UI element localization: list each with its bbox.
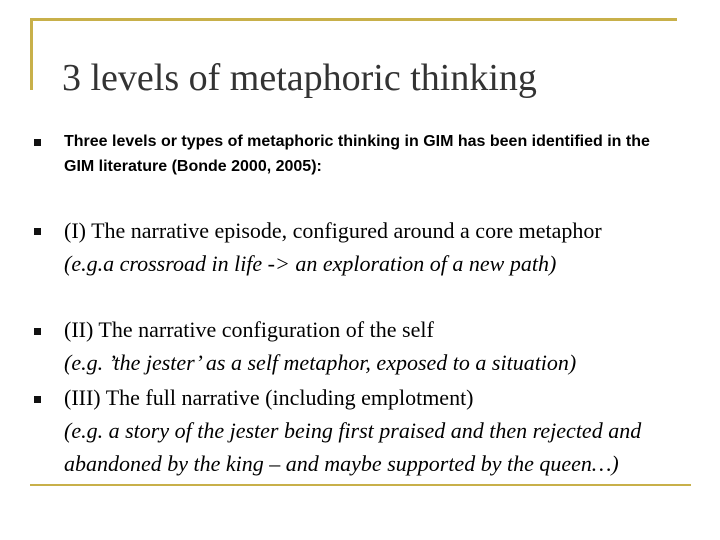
list-item-text: (I) The narrative episode, configured around a core metaphor: [64, 218, 602, 243]
slide-title: 3 levels of metaphoric thinking: [62, 57, 537, 99]
frame-left-line: [30, 18, 33, 90]
list-item-example: (e.g. a story of the jester being first praised and then rejected and abandoned by the king – and maybe supported by the queen…): [64, 418, 642, 476]
frame-bottom-line: [30, 484, 691, 486]
bullet-marker-icon: [34, 228, 41, 235]
list-item: [64, 313, 704, 379]
bullet-marker-icon: [34, 139, 41, 146]
list-item-example: (e.g.a crossroad in life -> an exploration of a new path): [64, 251, 557, 276]
bullet-marker-icon: [34, 396, 41, 403]
frame-top-line: [30, 18, 677, 21]
list-item-text: (III) The full narrative (including emplotment): [64, 385, 474, 410]
list-item-example: (e.g. ’the jester’ as a self metaphor, exposed to a situation): [64, 350, 577, 375]
list-item: Three levels or types of metaphoric thinking in GIM has been identified in the GIM literature (Bonde 2000, 2005):: [64, 133, 650, 175]
bullet-marker-icon: [34, 328, 41, 335]
list-item-text: (II) The narrative configuration of the self: [64, 317, 434, 342]
list-item: [64, 214, 704, 280]
list-item: [64, 381, 704, 480]
